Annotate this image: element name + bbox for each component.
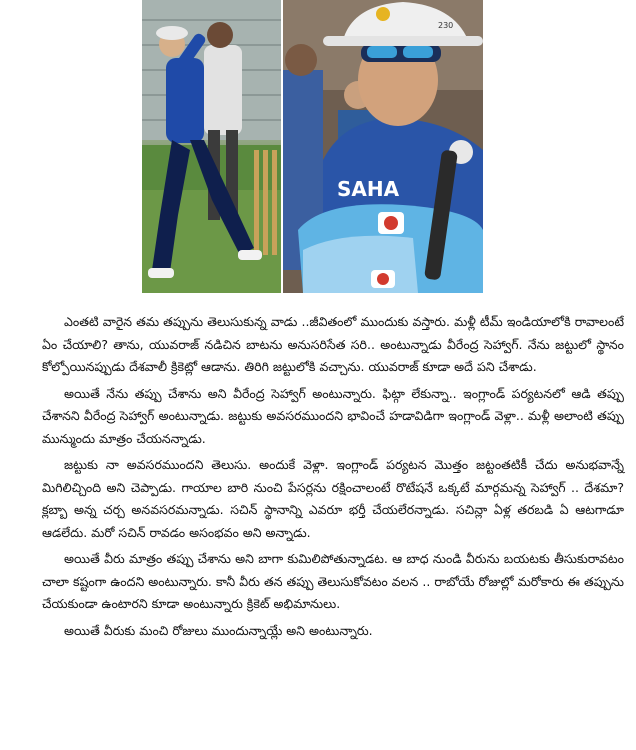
article-paragraph-4: అయితే వీరు మాత్రం తప్పు చేశాను అని బాగా కుమిలిపోతున్నాడట. ఆ బాధ నుండి వీరును బయటకు తీసుకురావటం చాలా కష్టంగా ఉందని అంటున్నారు. కానీ వీరు తన తప్పు తెలుసుకోవటం వలన .. రాబోయే రోజుల్లో మరోకారు ఈ తప్పును చేయకుండా ఉంటారని కూడా అంటున్నారు క్రికెట్ అభిమానులు. bbox=[42, 551, 624, 611]
cap-number-text: 230 bbox=[438, 21, 454, 30]
article-paragraph-1: ఎంతటి వారైన తమ తప్పును తెలుసుకున్న వాడు ..జీవితంలో ముందుకు వస్తారు. మళ్లీ టీమ్ ఇండియాలోకి రావాలంటే ఏం చేయాలి? తాను, యువరాజ్ నడిచిన బాటను అనుసరిసేత సరి.. అంటున్నాడు వీరేంద్ర సెహ్వాగ్. నేను జట్టులో స్థానం కోల్పోయినప్పుడు దేశవాలీ క్రికెట్లో ఆడాను. తిరిగి జట్టులోకి వచ్చాను. యువరాజ్ కూడా అదే పని చేశాడు. bbox=[42, 314, 624, 374]
shirt-sponsor-text: SAHA bbox=[337, 177, 400, 201]
article-paragraph-3: జట్టుకు నా అవసరముందని తెలుసు. అందుకే వెళ్లా. ఇంగ్లాండ్ పర్యటన మొత్తం జట్టంతటికీ చేదు అనుభవాన్నే మిగిలిచ్చింది అని చెప్పాడు. గాయాల బారి నుంచి పేసర్లను రక్షించాలంటే రొటేషనే ఒక్కటే మార్గమన్న సెహ్వాగ్ .. దేశమా? క్లబ్బా అన్న చర్చ అనవసరమన్నాడు. సచిన్ స్థానాన్ని ఎవరూ భర్తీ చేయలేరన్నాడు. సచిన్లా ఏళ్ల తరబడి ఏ ఆటగాడూ ఆడలేదు. మరో సచిన్ రావడం అసంభవం అని అన్నాడు. bbox=[42, 457, 624, 540]
article-paragraph-5: అయితే వీరుకు మంచి రోజులు ముందున్నాయ్లే అని అంటున్నారు. bbox=[64, 622, 373, 638]
photo-bowler bbox=[142, 0, 281, 293]
photo-batsman bbox=[283, 0, 483, 293]
article-paragraph-2: అయితే నేను తప్పు చేశాను అని వీరేంద్ర సెహ్వాగ్ అంటున్నారు. ఫిట్గా లేకున్నా.. ఇంగ్లాండ్ పర్యటనలో ఆడి తప్పు చేశానని వీరేంద్ర సెహ్వాగ్ అంటున్నాడు. జట్టుకు అవసరముందని భావించే హడావిడిగా ఇంగ్లాండ్ వెళ్లా.. మళ్లీ అలాంటి తప్పు మున్ముందు మాత్రం చేయనన్నాడు. bbox=[42, 385, 624, 446]
article-photos bbox=[142, 0, 483, 293]
article-body bbox=[42, 311, 624, 646]
